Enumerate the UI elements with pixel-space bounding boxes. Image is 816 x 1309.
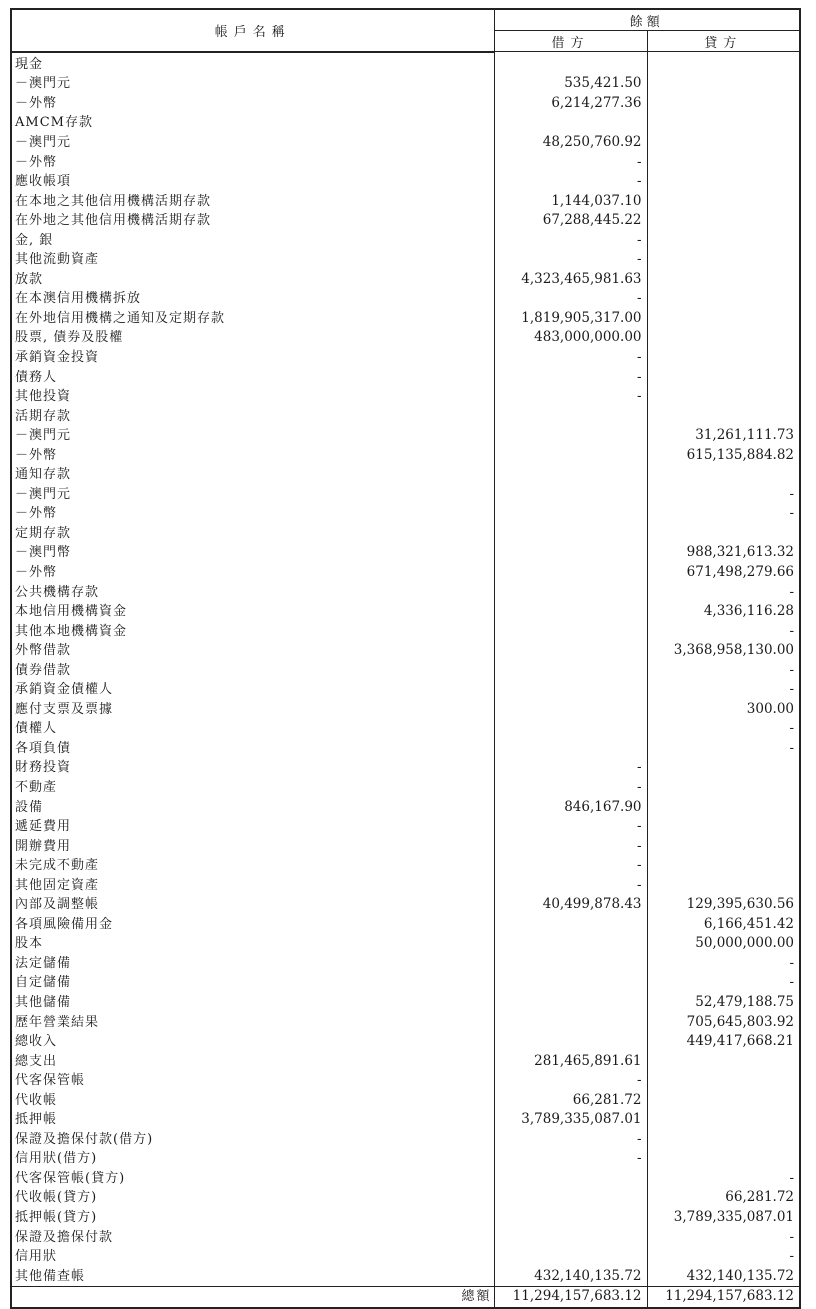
table-row	[11, 1266, 800, 1286]
credit-cell: -	[647, 1169, 800, 1189]
credit-cell	[647, 1051, 800, 1071]
credit-cell	[647, 387, 800, 407]
account-name-cell: 承銷資金投資	[11, 348, 494, 368]
credit-cell: 31,261,111.73	[647, 426, 800, 446]
table-row	[11, 563, 800, 583]
credit-cell	[647, 817, 800, 837]
debit-cell: 4,323,465,981.63	[494, 270, 647, 290]
table-row	[11, 739, 800, 759]
credit-cell	[647, 778, 800, 798]
debit-cell	[494, 993, 647, 1013]
table-row	[11, 211, 800, 231]
table-row	[11, 719, 800, 739]
credit-cell	[647, 1110, 800, 1130]
account-name-cell: 代客保管帳	[11, 1071, 494, 1091]
account-name-cell: 內部及調整帳	[11, 895, 494, 915]
debit-cell: 1,819,905,317.00	[494, 309, 647, 329]
debit-cell: 48,250,760.92	[494, 133, 647, 153]
account-name-cell: 保證及擔保付款(借方)	[11, 1130, 494, 1150]
account-name-cell: －澳門元	[11, 485, 494, 505]
credit-cell: 3,368,958,130.00	[647, 641, 800, 661]
table-row	[11, 406, 800, 426]
table-row	[11, 993, 800, 1013]
debit-cell	[494, 504, 647, 524]
table-row	[11, 367, 800, 387]
trial-balance-sheet	[10, 8, 799, 1305]
debit-cell: -	[494, 856, 647, 876]
table-row	[11, 836, 800, 856]
credit-cell	[647, 230, 800, 250]
credit-cell: -	[647, 621, 800, 641]
debit-cell	[494, 739, 647, 759]
debit-cell: -	[494, 230, 647, 250]
credit-cell: 615,135,884.82	[647, 445, 800, 465]
total-credit: 11,294,157,683.12	[647, 1286, 800, 1308]
credit-cell: -	[647, 739, 800, 759]
credit-cell	[647, 309, 800, 329]
debit-cell: 40,499,878.43	[494, 895, 647, 915]
account-name-cell: 設備	[11, 797, 494, 817]
table-row	[11, 543, 800, 563]
account-name-cell: 其他投資	[11, 387, 494, 407]
account-name-cell: 其他儲備	[11, 993, 494, 1013]
table-body	[11, 52, 800, 1287]
credit-cell: -	[647, 973, 800, 993]
account-name-cell: 應收帳項	[11, 172, 494, 192]
credit-cell	[647, 152, 800, 172]
debit-cell	[494, 406, 647, 426]
account-name-cell: 在本地之其他信用機構活期存款	[11, 191, 494, 211]
account-name-cell: 總支出	[11, 1051, 494, 1071]
debit-cell: -	[494, 152, 647, 172]
total-debit: 11,294,157,683.12	[494, 1286, 647, 1308]
account-name-cell: 財務投資	[11, 758, 494, 778]
debit-cell: -	[494, 250, 647, 270]
account-name-cell: 承銷資金債權人	[11, 680, 494, 700]
table-row	[11, 1012, 800, 1032]
credit-cell	[647, 836, 800, 856]
credit-cell	[647, 113, 800, 133]
account-name-cell: 放款	[11, 270, 494, 290]
account-name-cell: 債權人	[11, 719, 494, 739]
table-row	[11, 348, 800, 368]
table-row	[11, 524, 800, 544]
debit-cell: 1,144,037.10	[494, 191, 647, 211]
credit-cell	[647, 74, 800, 94]
credit-cell	[647, 52, 800, 75]
account-name-cell: 公共機構存款	[11, 582, 494, 602]
credit-cell: 3,789,335,087.01	[647, 1208, 800, 1228]
debit-cell	[494, 1188, 647, 1208]
account-name-cell: 代收帳(貸方)	[11, 1188, 494, 1208]
account-name-header: 帳戶名稱	[11, 9, 494, 52]
table-row	[11, 94, 800, 114]
debit-cell	[494, 954, 647, 974]
credit-cell: 432,140,135.72	[647, 1266, 800, 1286]
account-name-cell: －外幣	[11, 94, 494, 114]
credit-cell	[647, 250, 800, 270]
balance-table	[10, 8, 801, 1309]
debit-cell	[494, 485, 647, 505]
debit-cell	[494, 602, 647, 622]
account-name-cell: 保證及擔保付款	[11, 1227, 494, 1247]
table-row	[11, 1208, 800, 1228]
account-name-cell: 信用狀	[11, 1247, 494, 1267]
account-name-cell: 開辦費用	[11, 836, 494, 856]
credit-cell	[647, 1090, 800, 1110]
account-name-cell: 各項負債	[11, 739, 494, 759]
account-name-cell: 活期存款	[11, 406, 494, 426]
total-label: 總額	[11, 1286, 494, 1308]
account-name-cell: 本地信用機構資金	[11, 602, 494, 622]
debit-cell: -	[494, 875, 647, 895]
credit-cell: -	[647, 582, 800, 602]
credit-cell: 449,417,668.21	[647, 1032, 800, 1052]
debit-cell: -	[494, 1130, 647, 1150]
debit-cell: 3,789,335,087.01	[494, 1110, 647, 1130]
table-row	[11, 700, 800, 720]
debit-cell: -	[494, 817, 647, 837]
credit-cell: -	[647, 719, 800, 739]
table-row	[11, 445, 800, 465]
table-row	[11, 1051, 800, 1071]
account-name-cell: －外幣	[11, 152, 494, 172]
debit-cell	[494, 1032, 647, 1052]
debit-cell: 846,167.90	[494, 797, 647, 817]
table-row	[11, 172, 800, 192]
debit-cell	[494, 1208, 647, 1228]
debit-cell: -	[494, 778, 647, 798]
account-name-cell: 在本澳信用機構拆放	[11, 289, 494, 309]
account-name-cell: 其他備查帳	[11, 1266, 494, 1286]
debit-cell	[494, 641, 647, 661]
table-row	[11, 191, 800, 211]
account-name-cell: 股本	[11, 934, 494, 954]
debit-cell	[494, 1012, 647, 1032]
table-header	[11, 9, 800, 52]
account-name-cell: 通知存款	[11, 465, 494, 485]
table-row	[11, 1169, 800, 1189]
debit-cell: -	[494, 1071, 647, 1091]
debit-cell	[494, 660, 647, 680]
credit-cell: 671,498,279.66	[647, 563, 800, 583]
table-row	[11, 875, 800, 895]
table-row	[11, 621, 800, 641]
credit-cell	[647, 289, 800, 309]
credit-cell	[647, 367, 800, 387]
table-row	[11, 758, 800, 778]
account-name-cell: 應付支票及票據	[11, 700, 494, 720]
credit-cell: -	[647, 485, 800, 505]
table-row	[11, 309, 800, 329]
account-name-cell: 在外地之其他信用機構活期存款	[11, 211, 494, 231]
credit-cell	[647, 270, 800, 290]
debit-cell: 6,214,277.36	[494, 94, 647, 114]
table-row	[11, 895, 800, 915]
debit-cell	[494, 1169, 647, 1189]
debit-cell: 432,140,135.72	[494, 1266, 647, 1286]
debit-cell	[494, 113, 647, 133]
table-row	[11, 973, 800, 993]
account-name-cell: 法定儲備	[11, 954, 494, 974]
account-name-cell: －澳門元	[11, 426, 494, 446]
credit-cell	[647, 211, 800, 231]
table-row	[11, 1071, 800, 1091]
table-row	[11, 1188, 800, 1208]
credit-cell: 66,281.72	[647, 1188, 800, 1208]
debit-cell	[494, 1227, 647, 1247]
credit-cell	[647, 758, 800, 778]
credit-cell: 705,645,803.92	[647, 1012, 800, 1032]
account-name-cell: 股票, 債券及股權	[11, 328, 494, 348]
credit-cell	[647, 94, 800, 114]
table-row	[11, 1130, 800, 1150]
total-row	[11, 1286, 800, 1308]
debit-cell	[494, 973, 647, 993]
table-row	[11, 250, 800, 270]
table-row	[11, 230, 800, 250]
debit-cell	[494, 719, 647, 739]
credit-cell: 50,000,000.00	[647, 934, 800, 954]
credit-cell: -	[647, 1227, 800, 1247]
debit-header: 借方	[494, 31, 647, 52]
account-name-cell: 債務人	[11, 367, 494, 387]
table-row	[11, 602, 800, 622]
credit-cell	[647, 797, 800, 817]
debit-cell: -	[494, 172, 647, 192]
table-row	[11, 797, 800, 817]
table-row	[11, 465, 800, 485]
table-row	[11, 1110, 800, 1130]
credit-cell: 4,336,116.28	[647, 602, 800, 622]
debit-cell: -	[494, 836, 647, 856]
credit-cell	[647, 348, 800, 368]
table-row	[11, 152, 800, 172]
account-name-cell: 金, 銀	[11, 230, 494, 250]
account-name-cell: －澳門元	[11, 74, 494, 94]
credit-cell	[647, 875, 800, 895]
account-name-cell: －外幣	[11, 563, 494, 583]
debit-cell	[494, 934, 647, 954]
account-name-cell: 信用狀(借方)	[11, 1149, 494, 1169]
debit-cell	[494, 524, 647, 544]
account-name-cell: 現金	[11, 52, 494, 75]
credit-cell: -	[647, 504, 800, 524]
table-row	[11, 1149, 800, 1169]
debit-cell	[494, 465, 647, 485]
debit-cell	[494, 543, 647, 563]
table-row	[11, 660, 800, 680]
table-row	[11, 328, 800, 348]
debit-cell: -	[494, 758, 647, 778]
table-row	[11, 113, 800, 133]
account-name-cell: 遞延費用	[11, 817, 494, 837]
account-name-cell: －澳門元	[11, 133, 494, 153]
debit-cell: 67,288,445.22	[494, 211, 647, 231]
credit-header: 貸方	[647, 31, 800, 52]
account-name-cell: 歷年營業結果	[11, 1012, 494, 1032]
credit-cell	[647, 133, 800, 153]
debit-cell	[494, 915, 647, 935]
debit-cell	[494, 700, 647, 720]
account-name-cell: 其他本地機構資金	[11, 621, 494, 641]
table-row	[11, 74, 800, 94]
debit-cell	[494, 1247, 647, 1267]
table-row	[11, 387, 800, 407]
table-row	[11, 817, 800, 837]
account-name-cell: 外幣借款	[11, 641, 494, 661]
debit-cell	[494, 621, 647, 641]
table-row	[11, 426, 800, 446]
account-name-cell: 代收帳	[11, 1090, 494, 1110]
account-name-cell: 抵押帳	[11, 1110, 494, 1130]
table-row	[11, 1032, 800, 1052]
debit-cell	[494, 563, 647, 583]
credit-cell: -	[647, 954, 800, 974]
table-row	[11, 270, 800, 290]
debit-cell: -	[494, 367, 647, 387]
account-name-cell: 債券借款	[11, 660, 494, 680]
credit-cell	[647, 406, 800, 426]
table-row	[11, 582, 800, 602]
credit-cell	[647, 1149, 800, 1169]
table-row	[11, 641, 800, 661]
credit-cell: -	[647, 660, 800, 680]
debit-cell: 483,000,000.00	[494, 328, 647, 348]
credit-cell	[647, 191, 800, 211]
table-row	[11, 954, 800, 974]
credit-cell	[647, 172, 800, 192]
credit-cell: 988,321,613.32	[647, 543, 800, 563]
credit-cell	[647, 465, 800, 485]
debit-cell	[494, 445, 647, 465]
table-row	[11, 1090, 800, 1110]
credit-cell: 129,395,630.56	[647, 895, 800, 915]
debit-cell: 281,465,891.61	[494, 1051, 647, 1071]
account-name-cell: 定期存款	[11, 524, 494, 544]
credit-cell: 6,166,451.42	[647, 915, 800, 935]
account-name-cell: 各項風險備用金	[11, 915, 494, 935]
account-name-cell: 自定儲備	[11, 973, 494, 993]
table-row	[11, 934, 800, 954]
credit-cell	[647, 856, 800, 876]
account-name-cell: 在外地信用機構之通知及定期存款	[11, 309, 494, 329]
debit-cell: -	[494, 387, 647, 407]
table-row	[11, 856, 800, 876]
debit-cell: -	[494, 289, 647, 309]
table-row	[11, 485, 800, 505]
table-row	[11, 680, 800, 700]
credit-cell: -	[647, 680, 800, 700]
account-name-cell: 其他固定資產	[11, 875, 494, 895]
credit-cell: -	[647, 1247, 800, 1267]
table-row	[11, 778, 800, 798]
credit-cell	[647, 328, 800, 348]
account-name-cell: 其他流動資產	[11, 250, 494, 270]
debit-cell	[494, 680, 647, 700]
balance-header: 餘額	[494, 9, 800, 31]
debit-cell: -	[494, 348, 647, 368]
account-name-cell: 總收入	[11, 1032, 494, 1052]
debit-cell: 66,281.72	[494, 1090, 647, 1110]
account-name-cell: 未完成不動產	[11, 856, 494, 876]
account-name-cell: －外幣	[11, 445, 494, 465]
debit-cell	[494, 582, 647, 602]
account-name-cell: AMCM存款	[11, 113, 494, 133]
table-row	[11, 1227, 800, 1247]
table-row	[11, 133, 800, 153]
debit-cell	[494, 426, 647, 446]
debit-cell: 535,421.50	[494, 74, 647, 94]
credit-cell	[647, 1130, 800, 1150]
credit-cell	[647, 524, 800, 544]
table-row	[11, 1247, 800, 1267]
credit-cell	[647, 1071, 800, 1091]
account-name-cell: 抵押帳(貸方)	[11, 1208, 494, 1228]
debit-cell	[494, 52, 647, 75]
credit-cell: 300.00	[647, 700, 800, 720]
table-row	[11, 915, 800, 935]
account-name-cell: －澳門幣	[11, 543, 494, 563]
account-name-cell: 不動產	[11, 778, 494, 798]
debit-cell: -	[494, 1149, 647, 1169]
table-row	[11, 289, 800, 309]
account-name-cell: 代客保管帳(貸方)	[11, 1169, 494, 1189]
table-row	[11, 52, 800, 75]
account-name-cell: －外幣	[11, 504, 494, 524]
credit-cell: 52,479,188.75	[647, 993, 800, 1013]
table-row	[11, 504, 800, 524]
